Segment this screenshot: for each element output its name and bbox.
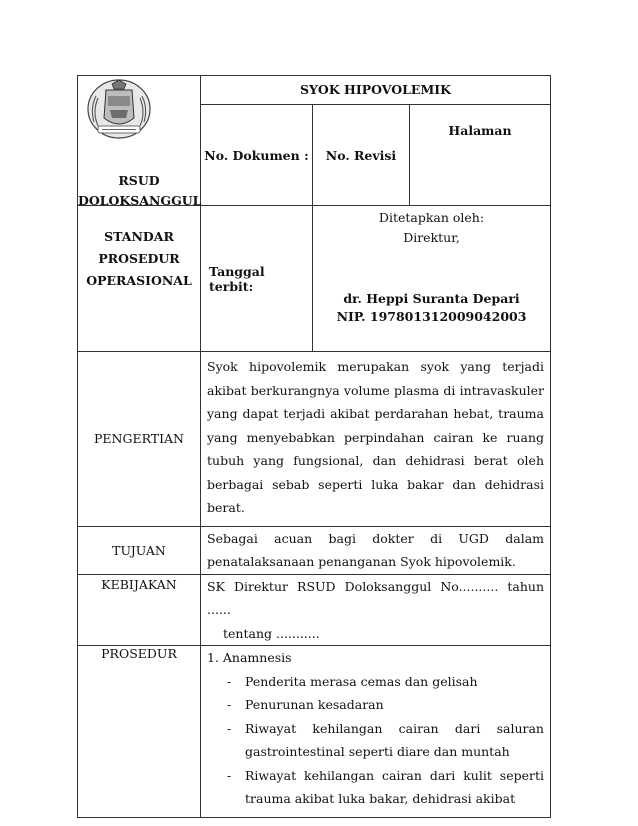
pengertian-text: Syok hipovolemik merupakan syok yang terjadi akibat berkurangnya volume plasma di intravaskuler yang dapat terjadi akibat perdarahan hebat, trauma yang menyebabkan perpindahan cairan ke ruang tubuh yang fungsional, dan dehidrasi berat oleh berbagai sebab seperti luka bakar dan dehidrasi berat. xyxy=(201,352,551,527)
prosedur-step-1: 1. Anamnesis xyxy=(207,650,292,665)
pengertian-label: PENGERTIAN xyxy=(78,352,201,527)
prosedur-label: PROSEDUR xyxy=(78,646,201,818)
revision-label: No. Revisi xyxy=(313,105,410,206)
signature-block xyxy=(313,290,550,326)
signer-name: dr. Heppi Suranta Depari xyxy=(343,291,520,306)
approval-block xyxy=(313,206,551,352)
sop-title-line1: STANDAR xyxy=(104,229,174,244)
sop-table xyxy=(77,75,551,818)
approver-position: Direktur, xyxy=(403,230,460,245)
hospital-name xyxy=(78,171,200,211)
prosedur-content xyxy=(201,646,551,818)
list-item: - Penderita merasa cemas dan gelisah xyxy=(223,670,544,694)
tujuan-text: Sebagai acuan bagi dokter di UGD dalam penatalaksanaan penanganan Syok hipovolemik. xyxy=(201,526,551,574)
list-item: - Penurunan kesadaran xyxy=(223,693,544,717)
kebijakan-line2: tentang ........... xyxy=(223,625,320,641)
hospital-name-line2: DOLOKSANGGUL xyxy=(78,193,202,208)
kebijakan-line1: SK Direktur RSUD Doloksanggul No.......... tahun ...... xyxy=(207,578,544,617)
regency-seal-logo xyxy=(84,78,154,140)
anamnesis-list xyxy=(207,670,544,811)
tujuan-label: TUJUAN xyxy=(78,526,201,574)
document-title: SYOK HIPOVOLEMIK xyxy=(201,76,551,105)
kebijakan-label: KEBIJAKAN xyxy=(78,574,201,646)
kebijakan-text xyxy=(201,574,551,646)
issue-date-label: Tanggal terbit: xyxy=(201,206,313,352)
doc-number-label: No. Dokumen : xyxy=(201,105,313,206)
hospital-name-line1: RSUD xyxy=(118,173,160,188)
page-label: Halaman xyxy=(410,105,551,206)
sop-title xyxy=(78,206,201,352)
sop-title-line3: OPERASIONAL xyxy=(86,273,192,288)
established-by: Ditetapkan oleh: xyxy=(378,210,485,225)
sop-title-line2: PROSEDUR xyxy=(98,251,180,266)
signer-nip: NIP. 197801312009042003 xyxy=(336,309,527,324)
list-item: - Riwayat kehilangan cairan dari kulit seperti trauma akibat luka bakar, dehidrasi akibat xyxy=(223,764,544,811)
hospital-logo-cell xyxy=(78,76,201,206)
list-item: - Riwayat kehilangan cairan dari saluran gastrointestinal seperti diare dan muntah xyxy=(223,717,544,764)
sop-document xyxy=(77,75,550,806)
